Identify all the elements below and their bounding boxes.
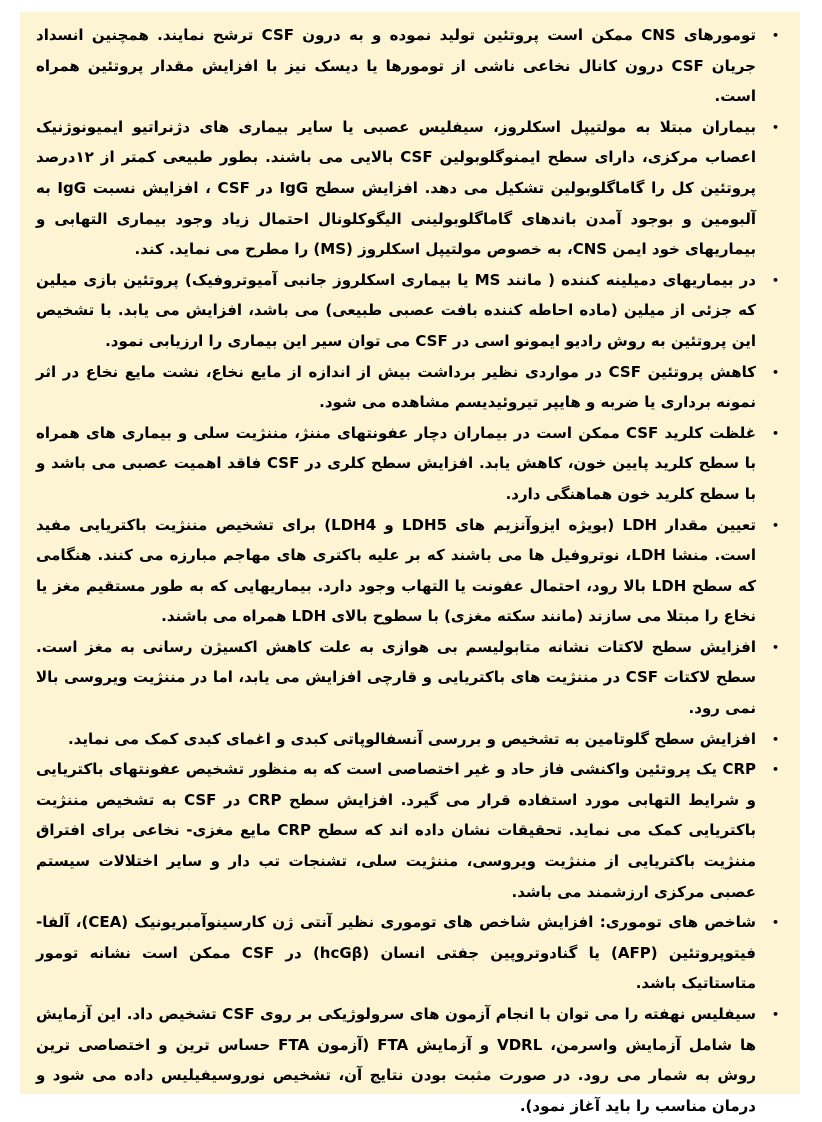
list-item-text: شاخص های توموری: افزایش شاخص های توموری نظیر آنتی ژن کارسینوآمبریونیک (CEA)، آلفا-فیتوپروتئین (AFP) یا گنادوتروپین جفتی انسان (hcGβ) در CSF ممکن است نشانه تومور متاستاتیک باشد. — [36, 913, 756, 993]
list-item-text: سیفلیس نهفته را می توان با انجام آزمون های سرولوژیکی بر روی CSF تشخیص داد. این آزمایش ها شامل آزمایش واسرمن، VDRL و آزمایش FTA (آزمون FTA حساس ترین و اختصاصی ترین روش به شمار می رود. در صورت مثبت بودن نتایج آن، تشخیص نوروسیفیلیس داده می شود و درمان مناسب را باید آغاز نمود). — [36, 1005, 756, 1115]
list-item — [36, 907, 786, 999]
list-item-text: غلظت کلرید CSF ممکن است در بیماران دچار عفونتهای مننژ، مننژیت سلی و بیماری های همراه با سطح کلرید پایین خون، کاهش یابد. افزایش سطح کلری در CSF فاقد اهمیت عصبی می باشد و با سطح کلرید خون هماهنگی دارد. — [36, 423, 757, 503]
list-item — [36, 754, 786, 907]
bullet-icon: • — [771, 273, 779, 287]
list-item — [36, 20, 786, 112]
list-item-text: افزایش سطح گلوتامین به تشخیص و بررسی آنسفالوپاتی کبدی و اغمای کبدی کمک می نماید. — [67, 729, 756, 748]
list-item — [36, 999, 786, 1121]
list-item — [36, 632, 786, 724]
list-item-text: در بیماریهای دمیلینه کننده ( مانند MS یا بیماری اسکلروز جانبی آمیوتروفیک) پروتئین بازی میلین که جزئی از میلین (ماده احاطه کننده بافت عصبی طبیعی) می باشد، افزایش می یابد. با تشخیص این پروتئین به روش رادیو ایمونو اسی در CSF می توان سیر این بیماری را ارزیابی نمود. — [36, 270, 756, 350]
bullet-icon: • — [771, 916, 779, 930]
list-item-text: CRP یک پروتئین واکنشی فاز حاد و غیر اختصاصی است که به منظور تشخیص عفونتهای باکتریایی و شرایط التهابی مورد استفاده قرار می گیرد. افزایش سطح CRP در CSF به تشخیص مننژیت باکتریایی کمک می نماید. تحقیقات نشان داده اند که سطح CRP مایع مغزی- نخاعی برای افتراق مننژیت باکتریایی از مننژیت ویروسی، مننژیت سلی، تشنجات تب دار و سایر اختلالات سیستم عصبی مرکزی ارزشمند می باشد. — [36, 760, 756, 901]
bullet-icon: • — [771, 29, 779, 42]
list-item — [36, 418, 786, 510]
list-item — [36, 724, 786, 755]
bullet-icon: • — [771, 518, 779, 532]
bullet-icon: • — [771, 365, 779, 379]
list-item — [36, 112, 786, 265]
bullet-list — [36, 20, 786, 1121]
bullet-icon: • — [771, 1008, 779, 1021]
bullet-icon: • — [771, 426, 779, 440]
list-item-text: تومورهای CNS ممکن است پروتئین تولید نموده و به درون CSF ترشح نمایند. همچنین انسداد جریان CSF درون کانال نخاعی ناشی از تومورها یا دیسک نیز با افزایش مقدار پروتئین همراه است. — [36, 26, 756, 106]
list-item-text: بیماران مبتلا به مولتیپل اسکلروز، سیفلیس عصبی یا سایر بیماری های دژنراتیو ایمیونوژنیک اعصاب مرکزی، دارای سطح ایمنوگلوبولین CSF بالایی می باشند. بطور طبیعی کمتر از ۱۲درصد پروتئین کل را گاماگلوبولین تشکیل می دهد. افزایش سطح IgG در CSF ، افزایش نسبت IgG به آلبومین و بوجود آمدن باندهای گاماگلوبولینی الیگوکلونال احتمال زیاد وجود بیماری التهابی و بیماریهای خود ایمن CNS، به خصوص مولتیپل اسکلروز (MS) را مطرح می نماید. کند. — [36, 117, 756, 259]
list-item — [36, 265, 786, 357]
bullet-icon: • — [771, 763, 779, 777]
bullet-icon: • — [771, 640, 779, 654]
list-item-text: تعیین مقدار LDH (بویژه ایزوآنزیم های LDH5 و LDH4) برای تشخیص مننژیت باکتریایی مفید است. منشا LDH، نوتروفیل ها می باشند که بر علیه باکتری های مهاجم مبارزه می کنند. هنگامی که سطح LDH بالا رود، احتمال عفونت یا التهاب وجود دارد. بیماریهایی که به طور مستقیم مغز یا نخاع را مبتلا می سازند (مانند سکته مغزی) با سطوح بالای LDH همراه می باشند. — [36, 515, 757, 626]
content-panel — [20, 12, 800, 1115]
list-item — [36, 357, 786, 418]
bullet-icon: • — [771, 120, 779, 134]
list-item-text: افزایش سطح لاکتات نشانه متابولیسم بی هوازی به علت کاهش اکسیژن رسانی به مغز است. سطح لاکتات CSF در مننژیت های باکتریایی و قارچی افزایش می یابد، اما در مننژیت ویروسی بالا نمی رود. — [36, 637, 757, 718]
list-item-text: کاهش پروتئین CSF در مواردی نظیر برداشت بیش از اندازه از مایع نخاع، نشت مایع نخاع در اثر نمونه برداری یا ضربه و هایپر تیروئیدیسم مشاهده می شود. — [36, 362, 756, 412]
list-item — [36, 510, 786, 632]
bullet-icon: • — [771, 732, 779, 746]
